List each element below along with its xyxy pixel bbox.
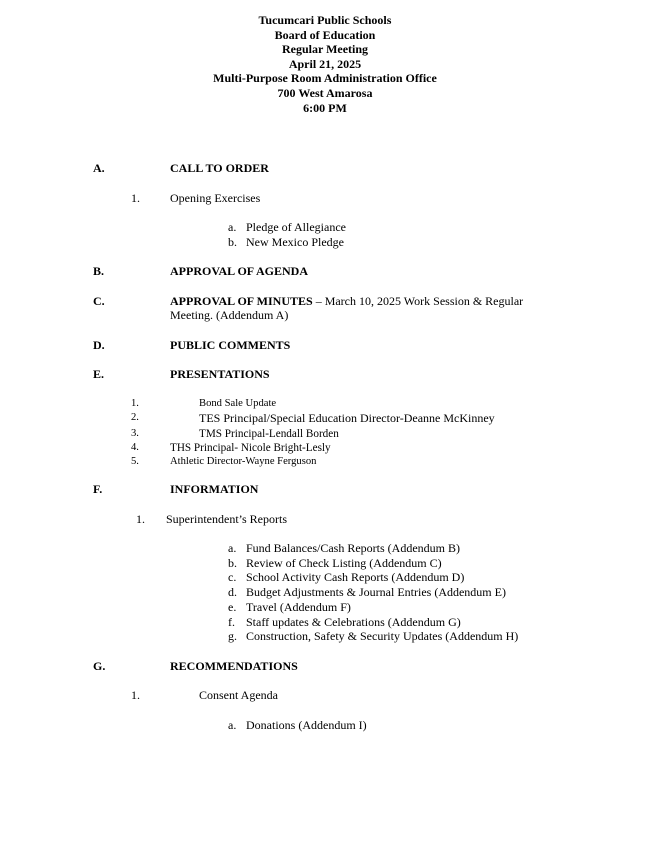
- section-letter: D.: [93, 338, 105, 352]
- section-title: RECOMMENDATIONS: [170, 659, 298, 673]
- item-label: TMS Principal-Lendall Borden: [199, 428, 339, 440]
- section-title: INFORMATION: [170, 482, 259, 496]
- sub-item-label: Travel (Addendum F): [246, 599, 351, 614]
- meeting-time: 6:00 PM: [303, 100, 347, 115]
- meeting-date: April 21, 2025: [288, 56, 362, 71]
- section-detail: – March 10, 2025 Work Session & Regular: [312, 294, 524, 308]
- item-number: 1.: [131, 398, 139, 409]
- sub-item-letter: b.: [228, 555, 237, 570]
- sub-item-letter: f.: [228, 614, 235, 629]
- sub-item-label: Fund Balances/Cash Reports (Addendum B): [246, 541, 460, 555]
- item-label: THS Principal- Nicole Bright-Lesly: [170, 442, 331, 454]
- item-number: 1.: [131, 191, 140, 205]
- sub-item-label: Budget Adjustments & Journal Entries (Addendum E): [246, 585, 506, 600]
- section-detail-continued: Meeting. (Addendum A): [170, 308, 289, 322]
- item-label: Athletic Director-Wayne Ferguson: [170, 456, 317, 467]
- meeting-location: Multi-Purpose Room Administration Office: [213, 71, 437, 86]
- sub-item-label: Pledge of Allegiance: [246, 220, 346, 234]
- sub-item-letter: e.: [228, 599, 237, 614]
- section-letter: C.: [93, 294, 105, 308]
- section-letter: G.: [93, 659, 106, 673]
- section-letter: B.: [93, 264, 105, 278]
- section-title: CALL TO ORDER: [170, 161, 269, 175]
- item-number: 5.: [131, 456, 139, 467]
- sub-item-letter: a.: [228, 541, 237, 555]
- item-label: Superintendent’s Reports: [166, 512, 287, 526]
- item-label: Bond Sale Update: [199, 398, 277, 409]
- sub-item-label: Donations (Addendum I): [246, 718, 367, 732]
- section-title: PUBLIC COMMENTS: [170, 338, 291, 352]
- section-letter: A.: [93, 161, 105, 175]
- item-number: 1.: [131, 688, 140, 702]
- district-name: Tucumcari Public Schools: [258, 13, 392, 27]
- meeting-type: Regular Meeting: [281, 42, 369, 57]
- sub-item-label: New Mexico Pledge: [246, 235, 344, 249]
- sub-item-letter: c.: [228, 570, 237, 585]
- item-number: 3.: [131, 428, 139, 439]
- section-letter: E.: [93, 367, 105, 381]
- board-name: Board of Education: [274, 27, 376, 42]
- meeting-address: 700 West Amarosa: [277, 86, 373, 100]
- item-number: 4.: [131, 442, 139, 453]
- section-title-line: [170, 294, 523, 308]
- sub-item-letter: g.: [228, 629, 237, 644]
- section-title: APPROVAL OF AGENDA: [170, 264, 309, 278]
- sub-item-label: School Activity Cash Reports (Addendum D): [246, 570, 465, 585]
- section-title: PRESENTATIONS: [170, 367, 270, 381]
- section-title: APPROVAL OF MINUTES: [170, 294, 313, 308]
- item-label: Opening Exercises: [170, 191, 261, 205]
- sub-item-letter: b.: [228, 235, 237, 249]
- sub-item-letter: a.: [228, 718, 237, 732]
- section-letter: F.: [93, 482, 103, 496]
- item-label: Consent Agenda: [199, 688, 278, 702]
- sub-item-label: Review of Check Listing (Addendum C): [246, 555, 442, 570]
- item-label: TES Principal/Special Education Director-Deanne McKinney: [199, 411, 495, 425]
- item-number: 1.: [136, 512, 145, 526]
- sub-item-letter: d.: [228, 585, 237, 600]
- sub-item-label: Staff updates & Celebrations (Addendum G): [246, 614, 461, 629]
- sub-item-letter: a.: [228, 220, 237, 234]
- item-number: 2.: [131, 412, 139, 423]
- sub-item-label: Construction, Safety & Security Updates (Addendum H): [246, 629, 519, 644]
